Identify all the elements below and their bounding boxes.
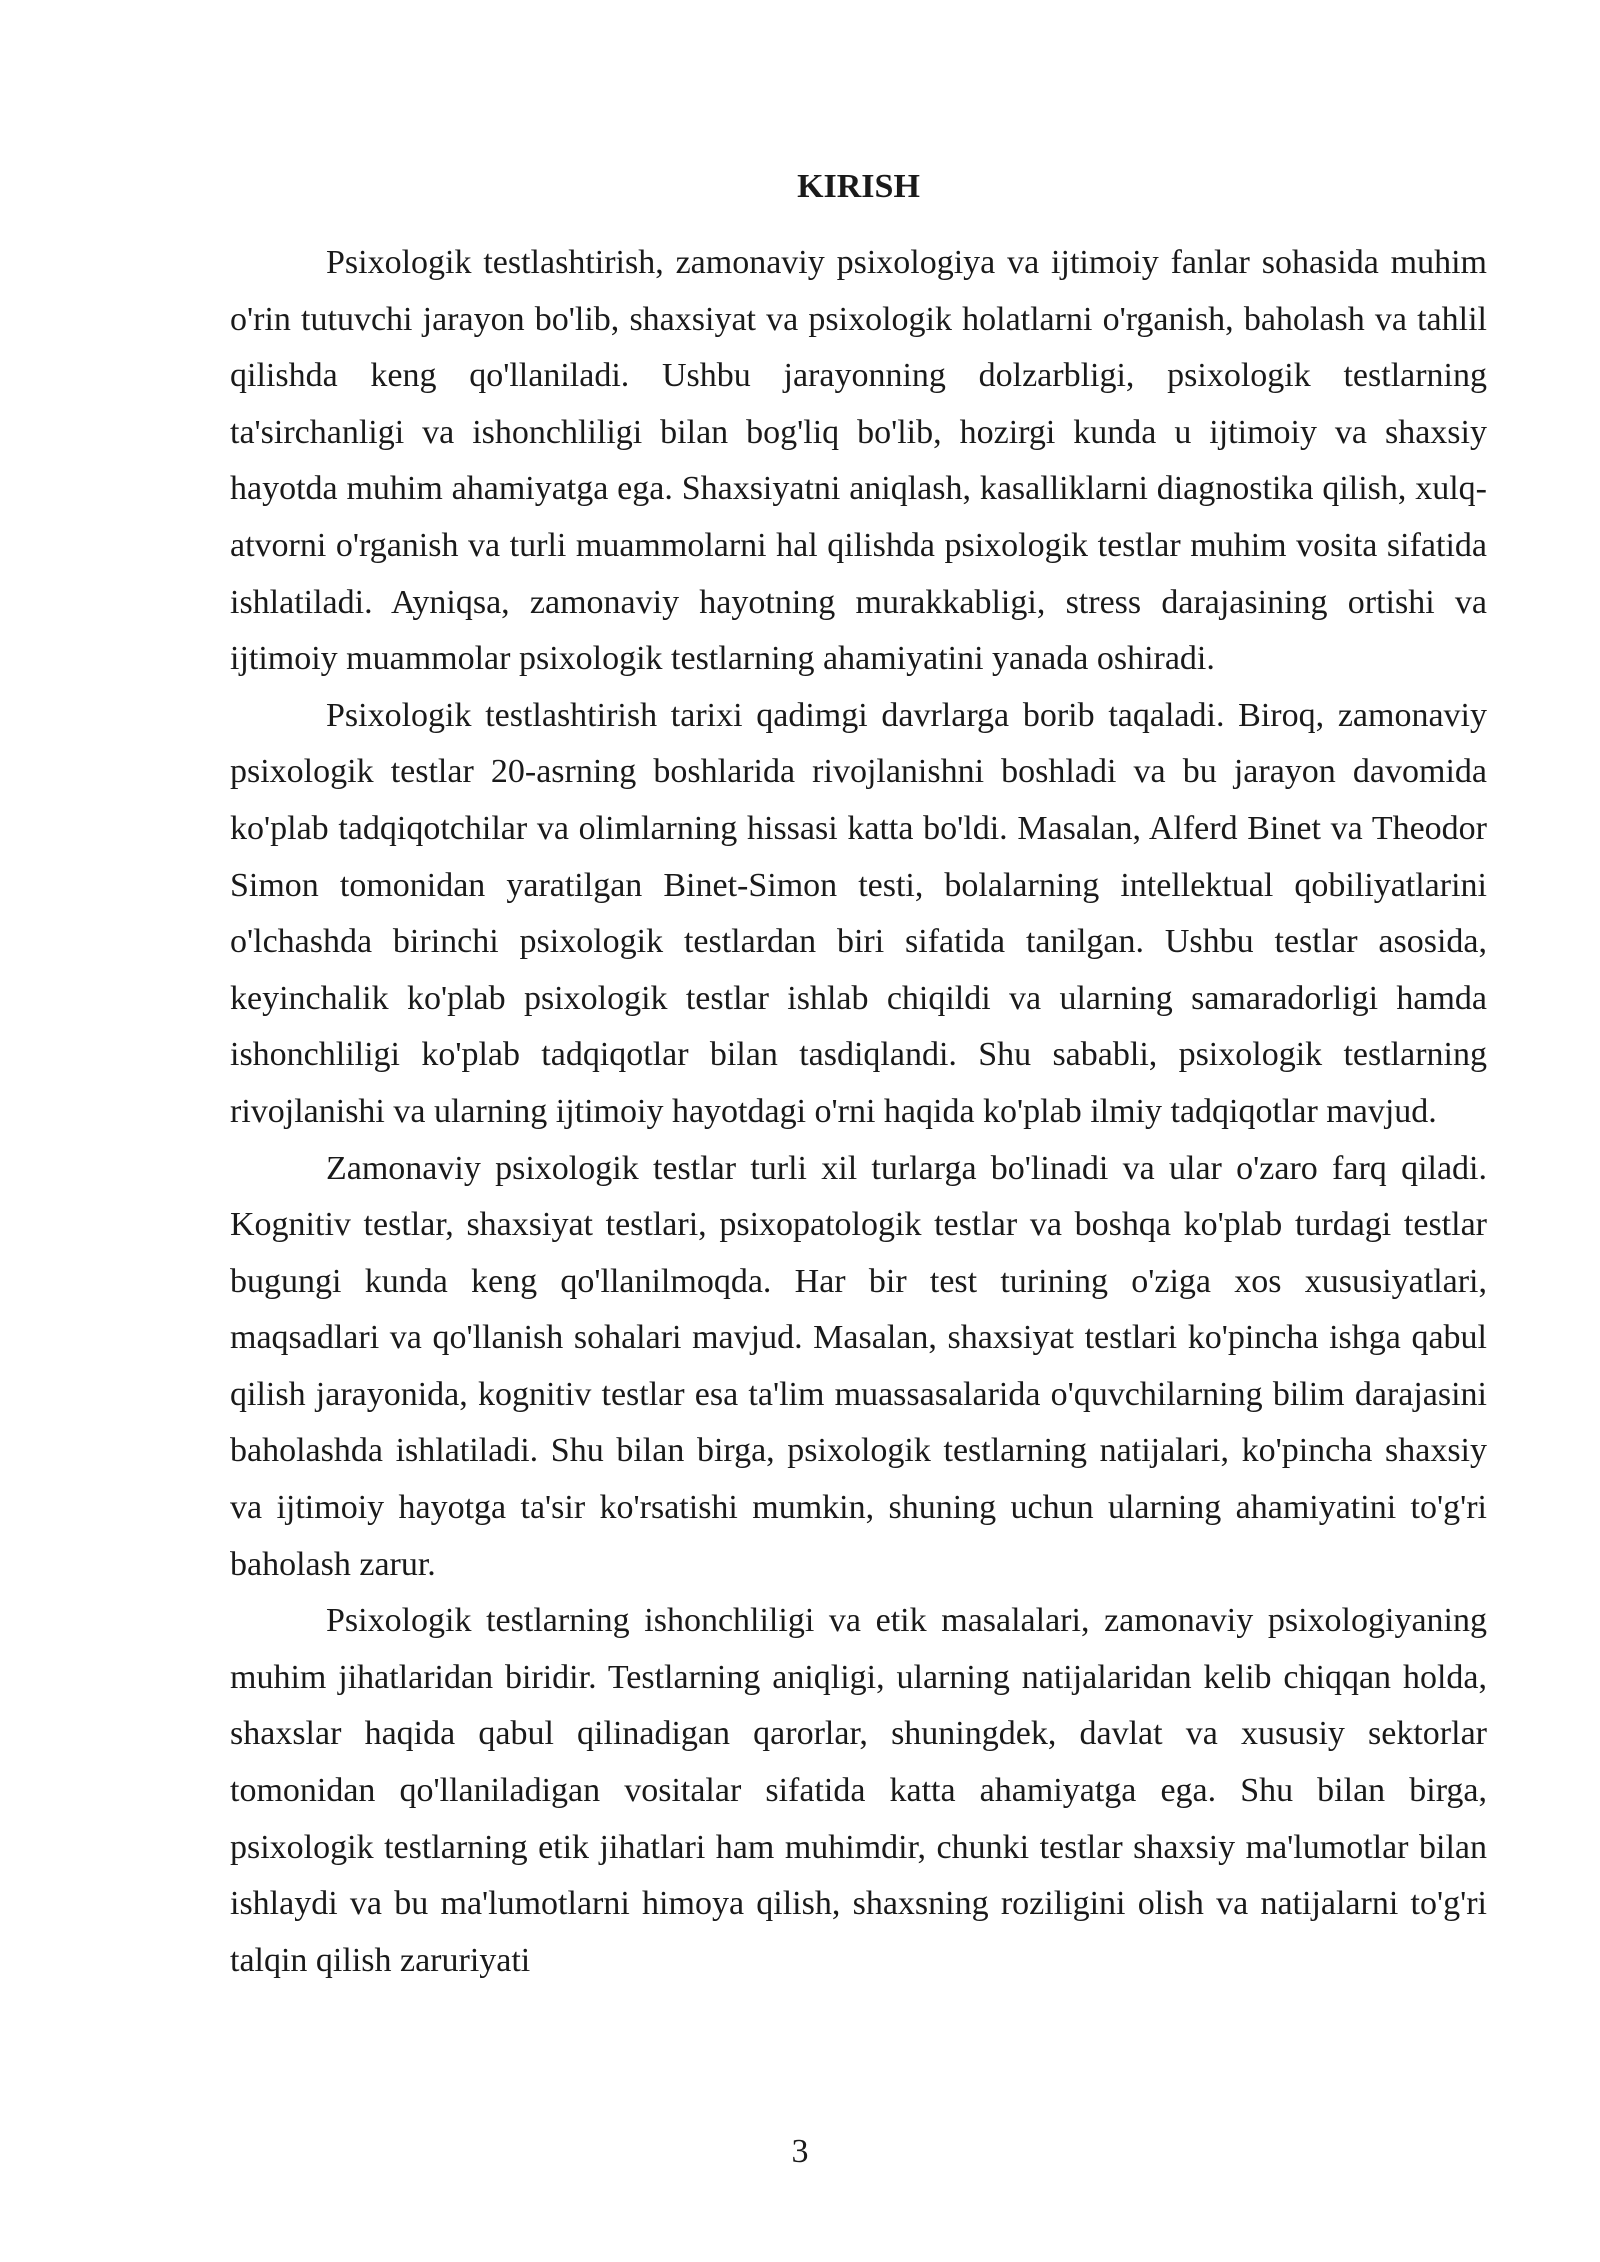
paragraph-2: Psixologik testlashtirish tarixi qadimgi davrlarga borib taqaladi. Biroq, zamonaviy psixologik testlar 20-asrning boshlarida rivojlanishni boshladi va bu jarayon davomida ko'plab tadqiqotchilar va olimlarning hissasi katta bo'ldi. Masalan, Alferd Binet va Theodor Simon tomonidan yaratilgan Binet-Simon testi, bolalarning intellektual qobiliyatlarini o'lchashda birinchi psixologik testlardan biri sifatida tanilgan. Ushbu testlar asosida, keyinchalik ko'plab psixologik testlar ishlab chiqildi va ularning samaradorligi hamda ishonchliligi ko'plab tadqiqotlar bilan tasdiqlandi. Shu sababli, psixologik testlarning rivojlanishi va ularning ijtimoiy hayotdagi o'rni haqida ko'plab ilmiy tadqiqotlar mavjud. xyxy=(230,696,1487,1130)
paragraph-1: Psixologik testlashtirish, zamonaviy psixologiya va ijtimoiy fanlar sohasida muhim o'rin tutuvchi jarayon bo'lib, shaxsiyat va psixologik holatlarni o'rganish, baholash va tahlil qilishda keng qo'llaniladi. Ushbu jarayonning dolzarbligi, psixologik testlarning ta'sirchanligi va ishonchliligi bilan bog'liq bo'lib, hozirgi kunda u ijtimoiy va shaxsiy hayotda muhim ahamiyatga ega. Shaxsiyatni aniqlash, kasalliklarni diagnostika qilish, xulq-atvorni o'rganish va turli muammolarni hal qilishda psixologik testlar muhim vosita sifatida ishlatiladi. Ayniqsa, zamonaviy hayotning murakkabligi, stress darajasining ortishi va ijtimoiy muammolar psixologik testlarning ahamiyatini yanada oshiradi. xyxy=(230,244,1487,678)
paragraph-4: Psixologik testlarning ishonchliligi va etik masalalari, zamonaviy psixologiyaning muhim jihatlaridan biridir. Testlarning aniqligi, ularning natijalaridan kelib chiqqan holda, shaxslar haqida qabul qilinadigan qarorlar, shuningdek, davlat va xususiy sektorlar tomonidan qo'llaniladigan vositalar sifatida katta ahamiyatga ega. Shu bilan birga, psixologik testlarning etik jihatlari ham muhimdir, chunki testlar shaxsiy ma'lumotlar bilan ishlaydi va bu ma'lumotlarni himoya qilish, shaxsning roziligini olish va natijalarni to'g'ri talqin qilish zaruriyati xyxy=(230,1602,1487,1979)
paragraph-3: Zamonaviy psixologik testlar turli xil turlarga bo'linadi va ular o'zaro farq qiladi. Kognitiv testlar, shaxsiyat testlari, psixopatologik testlar va boshqa ko'plab turdagi testlar bugungi kunda keng qo'llanilmoqda. Har bir test turining o'ziga xos xususiyatlari, maqsadlari va qo'llanish sohalari mavjud. Masalan, shaxsiyat testlari ko'pincha ishga qabul qilish jarayonida, kognitiv testlar esa ta'lim muassasalarida o'quvchilarning bilim darajasini baholashda ishlatiladi. Shu bilan birga, psixologik testlarning natijalari, ko'pincha shaxsiy va ijtimoiy hayotga ta'sir ko'rsatishi mumkin, shuning uchun ularning ahamiyatini to'g'ri baholash zarur. xyxy=(230,1149,1487,1583)
section-heading: KIRISH xyxy=(797,168,920,205)
page-content xyxy=(230,165,1487,1989)
page-number: 3 xyxy=(791,2133,809,2170)
